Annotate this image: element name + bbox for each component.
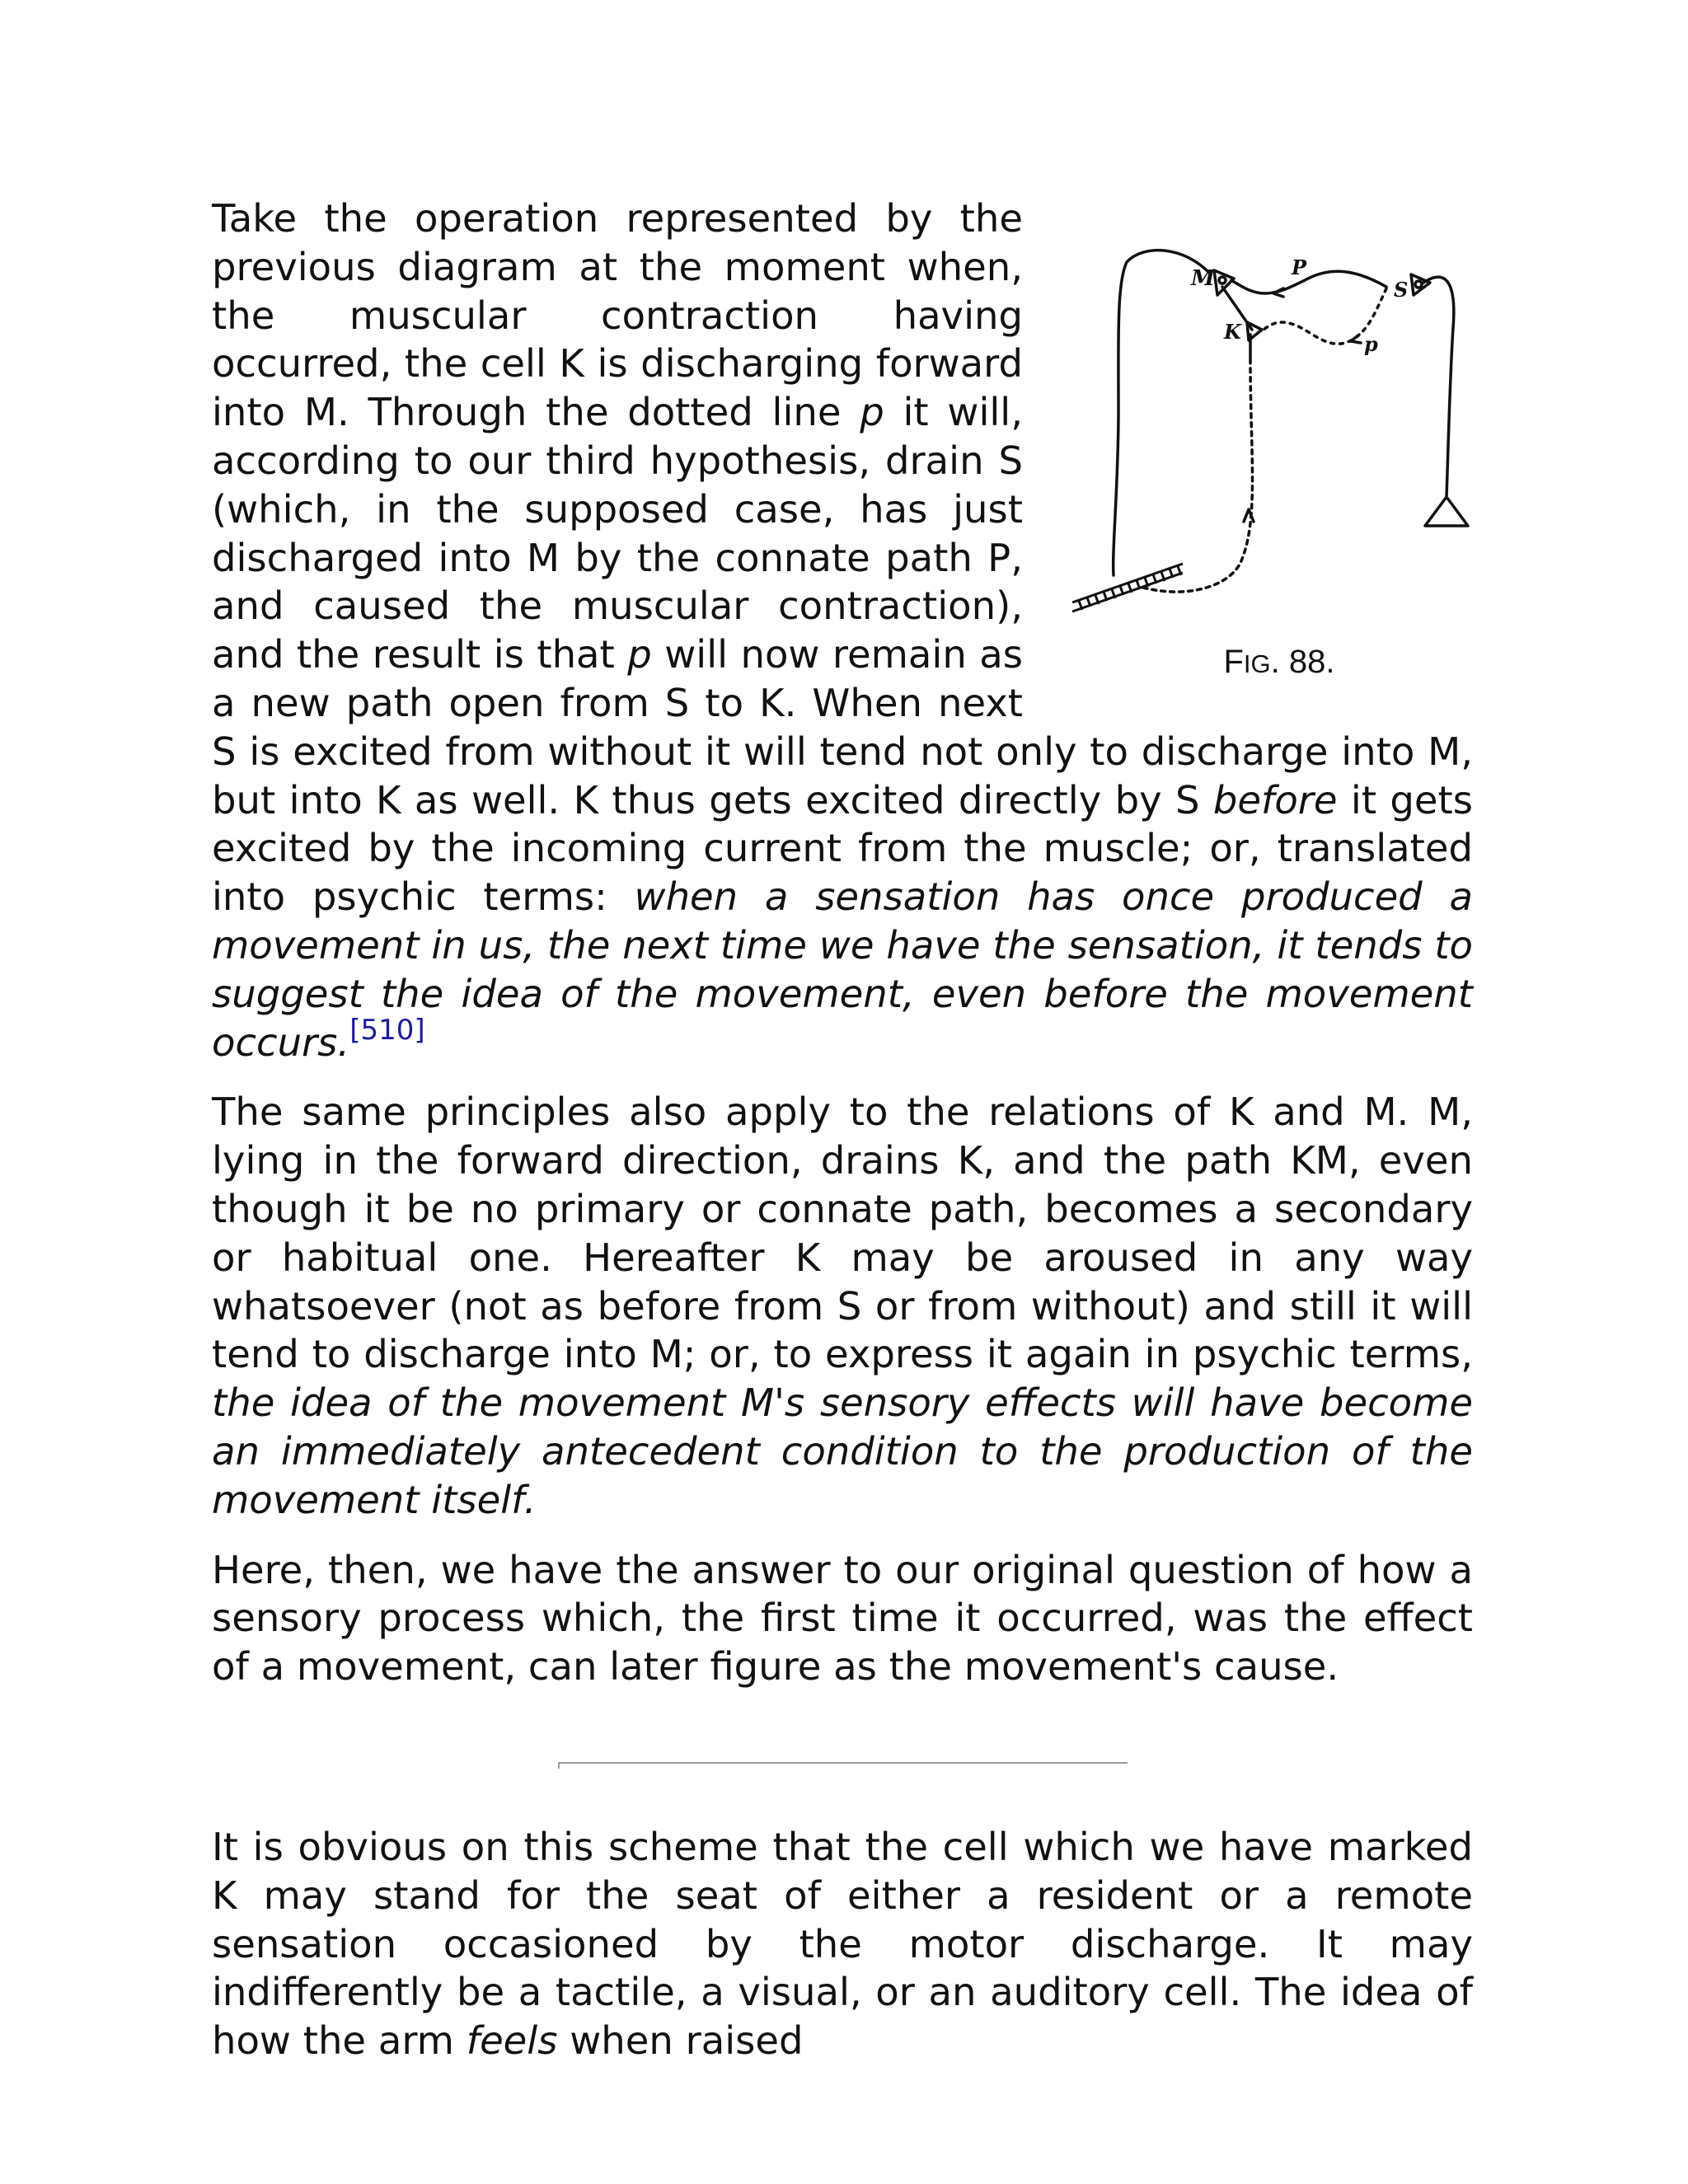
label-s: S [1394, 278, 1409, 302]
label-p-lower: p [1364, 332, 1378, 356]
para4-italic-1: feels [466, 2018, 558, 2064]
para2-text-1: The same principles also apply to the relations of K and M. M, lying in the forward direction, drains K, and the path KM, even though it be no primary or connate path, becomes a secondary or habitual one. Hereafter K may be aroused in any way whatsoever (not as before from S or from without) and still it will tend to discharge into M; or, to express it again in psychic terms, [212, 1090, 1473, 1377]
para2-italic-1: the idea of the movement M's sensory effects will have become an immediately antecedent condition to the production of the movement itself. [212, 1380, 1473, 1522]
para1-italic-4: when a sensation has once produced a movement in us, the next time we have the sensation, it tends to suggest the idea of the movement, even before the movement occurs. [212, 874, 1473, 1065]
para1-text-3: will now remain as a new path open from S to K. When next S is excited from without it will tend not only to discharge into M, but into K as well. K thus gets excited directly by S [212, 632, 1473, 823]
para4-text-2: when raised [557, 2018, 804, 2064]
para1-text-1: Take the operation represented by the previous diagram at the moment when, the muscular contraction having occurred, the cell K is discharging forward into M. Through the dotted line [212, 196, 1023, 435]
document-page [212, 194, 1473, 2087]
para1-text-2: it will, according to our third hypothesis, drain S (which, in the supposed case, has just discharged into M by the connate path P, and caused the muscular contraction), and the result is that [212, 390, 1023, 677]
section-divider [212, 1713, 1473, 1823]
paragraph-2 [212, 1088, 1473, 1524]
paragraph-1 [212, 194, 1473, 1066]
cell-k-triangle [1247, 322, 1262, 340]
return-arrow-icon [1244, 509, 1254, 522]
para1-italic-3: before [1212, 777, 1338, 823]
paragraph-4 [212, 1823, 1473, 2065]
label-k: K [1224, 320, 1241, 344]
para1-text-4: it gets excited by the incoming current from the muscle; or, translated into psychic terms: [212, 777, 1473, 920]
para3-text-1: Here, then, we have the answer to our original question of how a sensory process which, the first time it occurred, was the effect of a movement, can later figure as the movement's cause. [212, 1547, 1473, 1690]
path-m-down [1114, 251, 1211, 575]
muscle-bar [1072, 564, 1183, 612]
path-return-dashed [1143, 361, 1253, 592]
paragraph-3 [212, 1546, 1473, 1691]
p-lower-arrow-icon [1351, 335, 1361, 343]
cell-s-nucleus [1415, 281, 1422, 288]
figure-caption: FIG. 88. [1223, 644, 1335, 680]
figure-88 [1061, 237, 1498, 687]
label-m: M [1191, 266, 1215, 291]
para1-italic-1: p [860, 390, 884, 435]
horizontal-rule [558, 1762, 1128, 1764]
para1-italic-2: p [627, 632, 652, 677]
footnote-link-510[interactable]: [510] [349, 1013, 425, 1047]
neural-path-diagram [1061, 237, 1498, 641]
cell-m-nucleus [1219, 277, 1226, 284]
sense-organ-triangle [1425, 497, 1468, 526]
path-connate-p [1231, 271, 1386, 293]
label-p-upper: P [1292, 255, 1307, 279]
para4-text-1: It is obvious on this scheme that the cell which we have marked K may stand for the seat of either a resident or a remote sensation occasioned by the motor discharge. It may indifferently be a tactile, a visual, or an auditory cell. The idea of how the arm [212, 1824, 1473, 2064]
path-s-down [1423, 277, 1454, 497]
